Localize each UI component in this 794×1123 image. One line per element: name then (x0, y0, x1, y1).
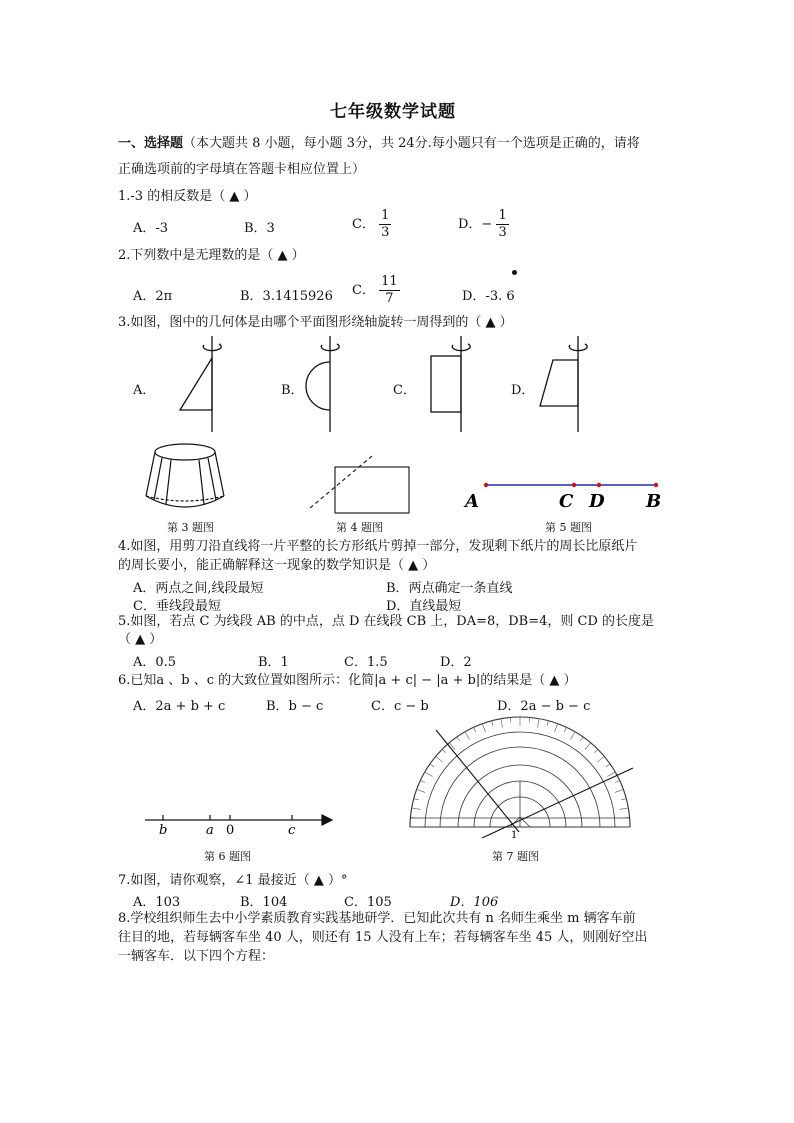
fig5-label-b: B (646, 491, 662, 512)
q5-stem-line2: （ ▲ ） (118, 632, 163, 647)
q2-option-c-label: C． (352, 283, 375, 298)
protractor-tick (547, 721, 548, 726)
q6-option-b: B．b − c (266, 699, 324, 714)
protractor-tick (449, 743, 455, 750)
q5-option-b: B．1 (258, 655, 289, 670)
protractor-tick (436, 756, 443, 762)
fig7-angle-label: 1 (511, 830, 518, 841)
protractor-tick (564, 727, 566, 732)
protractor-tick (607, 772, 615, 777)
caption-fig3: 第 3 题图 (167, 521, 214, 534)
protractor-tick (474, 727, 476, 732)
fig6-label-c: c (288, 823, 296, 838)
protractor-tick (430, 764, 434, 767)
section-desc-line2: 正确选项前的字母填在答题卡相应位置上） (118, 162, 366, 177)
q1-option-c-fraction: $\frac{1}{3}$ (381, 208, 390, 240)
q4-stem-line1: 4.如图，用剪刀沿直线将一片平整的长方形纸片剪掉一部分，发现剩下纸片的周长比原纸片 (118, 539, 638, 554)
protractor-tick (465, 732, 470, 740)
q3-shape-d-trapezoid (540, 336, 587, 432)
protractor-tick (585, 743, 591, 750)
q3-option-c: C． (393, 383, 416, 398)
q1-stem: 1.-3 的相反数是（ ▲ ） (118, 189, 257, 204)
section-desc-line1: （本大题共 8 小题，每小题 3分，共 24分.每小题只有一个选项是正确的，请将 (183, 136, 640, 151)
q5-option-c: C．1.5 (344, 655, 388, 670)
protractor-tick (414, 799, 419, 800)
protractor-tick (594, 749, 598, 753)
q1-option-c-label: C． (352, 217, 375, 232)
q4-option-d: D．直线最短 (386, 599, 462, 614)
caption-fig4: 第 4 题图 (336, 521, 383, 534)
fig4-rectangle-cut (310, 456, 409, 513)
q7-option-c: C．105 (344, 895, 392, 910)
protractor-tick (420, 781, 425, 783)
protractor-tick (615, 789, 623, 792)
protractor-tick (457, 737, 460, 741)
q7-stem: 7.如图，请你观察，∠1 最接近（ ▲ ）° (118, 873, 348, 888)
q4-option-c: C．垂线段最短 (133, 599, 221, 614)
q2-stem: 2.下列数中是无理数的是（ ▲ ） (118, 248, 305, 263)
q3-shape-c-rectangle (431, 336, 470, 432)
q6-stem: 6.已知a 、b 、c 的大致位置如图所示：化简|a + c| − |a + b|的结果是（ ▲ ） (118, 673, 577, 688)
fig7-angle-lines (436, 730, 633, 838)
q1-option-a: A．-3 (133, 221, 169, 236)
q6-option-a: A．2a + b + c (133, 699, 226, 714)
caption-fig7: 第 7 题图 (492, 850, 539, 863)
q5-option-d: D．2 (440, 655, 472, 670)
protractor-tick (482, 724, 485, 732)
q3-shape-b-semicircle (306, 336, 339, 432)
q3-shape-a-triangle (180, 336, 221, 432)
q8-line3: 一辆客车．以下四个方程： (118, 949, 275, 964)
protractor-tick (606, 764, 610, 767)
protractor-tick (571, 732, 576, 740)
q3-stem: 3.如图，图中的几何体是由哪个平面图形绕轴旋转一周得到的（ ▲ ） (118, 315, 513, 330)
protractor-tick (621, 799, 626, 800)
q3-option-b: B． (281, 383, 304, 398)
q7-option-d: D．106 (450, 895, 499, 910)
q1-option-d-label: D．− (458, 217, 493, 232)
q1-option-b: B．3 (244, 221, 275, 236)
q3-option-a: A． (133, 383, 156, 398)
q5-option-a: A．0.5 (133, 655, 177, 670)
q5-stem-line1: 5.如图，若点 C 为线段 AB 的中点，点 D 在线段 CB 上，DA=8，DB=4，则 CD 的长度是 (118, 614, 655, 629)
q2-option-a: A．2π (133, 289, 173, 304)
q6-option-d: D．2a − b − c (497, 699, 591, 714)
fig6-label-a: a (206, 823, 214, 838)
q4-option-a: A．两点之间,线段最短 (133, 581, 264, 596)
caption-fig5: 第 5 题图 (545, 521, 592, 534)
fig5-segment (463, 483, 661, 512)
protractor-tick (555, 724, 558, 732)
fig6-label-b: b (159, 823, 168, 838)
fig5-label-a: A (465, 491, 479, 512)
q8-line1: 8.学校组织师生去中小学素质教育实践基地研学．已知此次共有 n 名师生乘坐 m 辆客车前 (118, 911, 636, 926)
q8-line2: 往目的地，若每辆客车坐 40 人，则还有 15 人没有上车；若每辆客车坐 45 人，则刚好空出 (118, 930, 648, 945)
q1-option-d-fraction: $\frac{1}{3}$ (498, 208, 507, 240)
protractor-tick (501, 719, 503, 728)
q2-option-b: B．3.1415926 (240, 289, 333, 304)
fig3-frustum (146, 444, 224, 507)
protractor-tick (538, 719, 540, 728)
protractor-tick (597, 756, 604, 762)
fig7-protractor (410, 717, 630, 827)
page-title: 七年级数学试题 (330, 102, 456, 122)
q2-option-d: D．-3. 6 (462, 289, 515, 304)
protractor-tick (425, 772, 433, 777)
q6-option-c: C．c − b (371, 699, 429, 714)
protractor-tick (412, 808, 421, 810)
fig6-label-zero: 0 (226, 823, 235, 838)
fig5-label-d: D (589, 491, 605, 512)
q4-option-b: B．两点确定一条直线 (386, 581, 513, 596)
q3-option-d: D． (511, 383, 535, 398)
caption-fig6: 第 6 题图 (204, 850, 251, 863)
q7-option-b: B．104 (240, 895, 288, 910)
q2-option-c-fraction: $\frac{11}{7}$ (381, 274, 398, 306)
fig6-number-line (145, 815, 332, 825)
protractor-tick (615, 781, 620, 783)
fig5-label-c: C (559, 491, 574, 512)
q7-option-a: A．103 (133, 895, 181, 910)
protractor-tick (417, 789, 425, 792)
protractor-tick (492, 721, 493, 726)
protractor-tick (580, 737, 583, 741)
section-head-label: 一、选择题 (118, 136, 184, 151)
protractor-tick (442, 749, 446, 753)
protractor-tick (619, 808, 628, 810)
q4-stem-line2: 的周长要小，能正确解释这一现象的数学知识是（ ▲ ） (118, 558, 436, 573)
